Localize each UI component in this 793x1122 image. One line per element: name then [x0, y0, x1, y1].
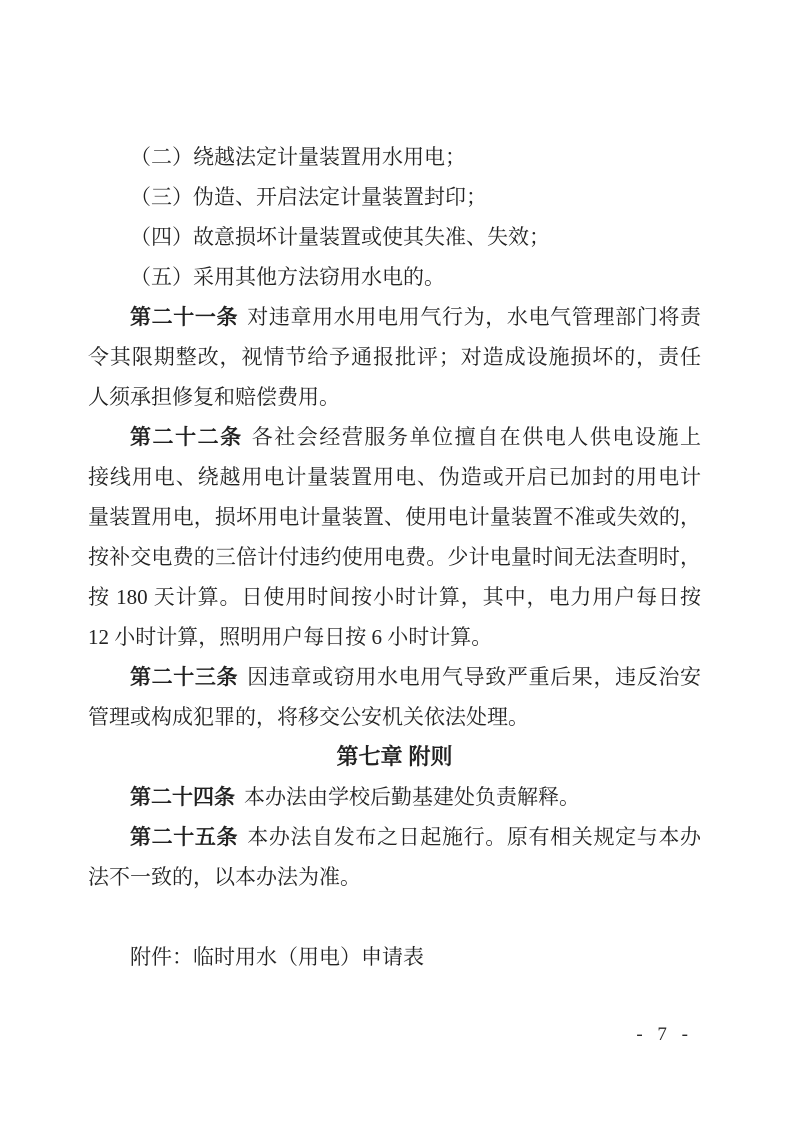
document-body	[88, 137, 701, 977]
article-21-text: 对违章用水用电用气行为，水电气管理部门将责	[247, 305, 702, 329]
article-24-line-1	[88, 777, 701, 817]
blank-line	[88, 897, 701, 937]
article-21-line-2: 令其限期整改，视情节给予通报批评；对造成设施损坏的，责任	[88, 345, 701, 369]
attachment-note: 附件：临时用水（用电）申请表	[130, 945, 424, 969]
article-21-number: 第二十一条	[130, 305, 239, 329]
article-25-line-2: 法不一致的，以本办法为准。	[88, 865, 361, 889]
article-21-line-1	[88, 297, 701, 337]
article-23-line-1	[88, 657, 701, 697]
article-25-line-1	[88, 817, 701, 857]
page-number: - 7 -	[636, 1024, 693, 1045]
article-24-text: 本办法由学校后勤基建处负责解释。	[244, 785, 580, 809]
article-25-number: 第二十五条	[130, 825, 239, 849]
article-22-line-2: 接线用电、绕越用电计量装置用电、伪造或开启已加封的用电计	[88, 465, 701, 489]
article-22-number: 第二十二条	[130, 425, 243, 449]
clause-item-5: （五）采用其他方法窃用水电的。	[130, 265, 445, 289]
article-22-line-5: 按 180 天计算。日使用时间按小时计算，其中，电力用户每日按	[88, 585, 701, 609]
article-22-line-4: 按补交电费的三倍计付违约使用电费。少计电量时间无法查明时，	[88, 545, 701, 569]
article-22-line-1	[88, 417, 701, 457]
article-23-text: 因违章或窃用水电用气导致严重后果，违反治安	[247, 665, 702, 689]
clause-item-2: （二）绕越法定计量装置用水用电；	[130, 145, 466, 169]
article-23-number: 第二十三条	[130, 665, 239, 689]
article-24-number: 第二十四条	[130, 785, 235, 809]
article-22-line-6: 12 小时计算，照明用户每日按 6 小时计算。	[88, 625, 493, 649]
article-22-text: 各社会经营服务单位擅自在供电人供电设施上	[251, 425, 702, 449]
clause-item-3: （三）伪造、开启法定计量装置封印；	[130, 185, 487, 209]
article-21-line-3: 人须承担修复和赔偿费用。	[88, 385, 340, 409]
article-23-line-2: 管理或构成犯罪的，将移交公安机关依法处理。	[88, 705, 529, 729]
article-22-line-3: 量装置用电，损坏用电计量装置、使用电计量装置不准或失效的，	[88, 505, 701, 529]
chapter-7-heading: 第七章 附则	[336, 744, 453, 769]
article-25-text: 本办法自发布之日起施行。原有相关规定与本办	[247, 825, 702, 849]
clause-item-4: （四）故意损坏计量装置或使其失准、失效；	[130, 225, 550, 249]
